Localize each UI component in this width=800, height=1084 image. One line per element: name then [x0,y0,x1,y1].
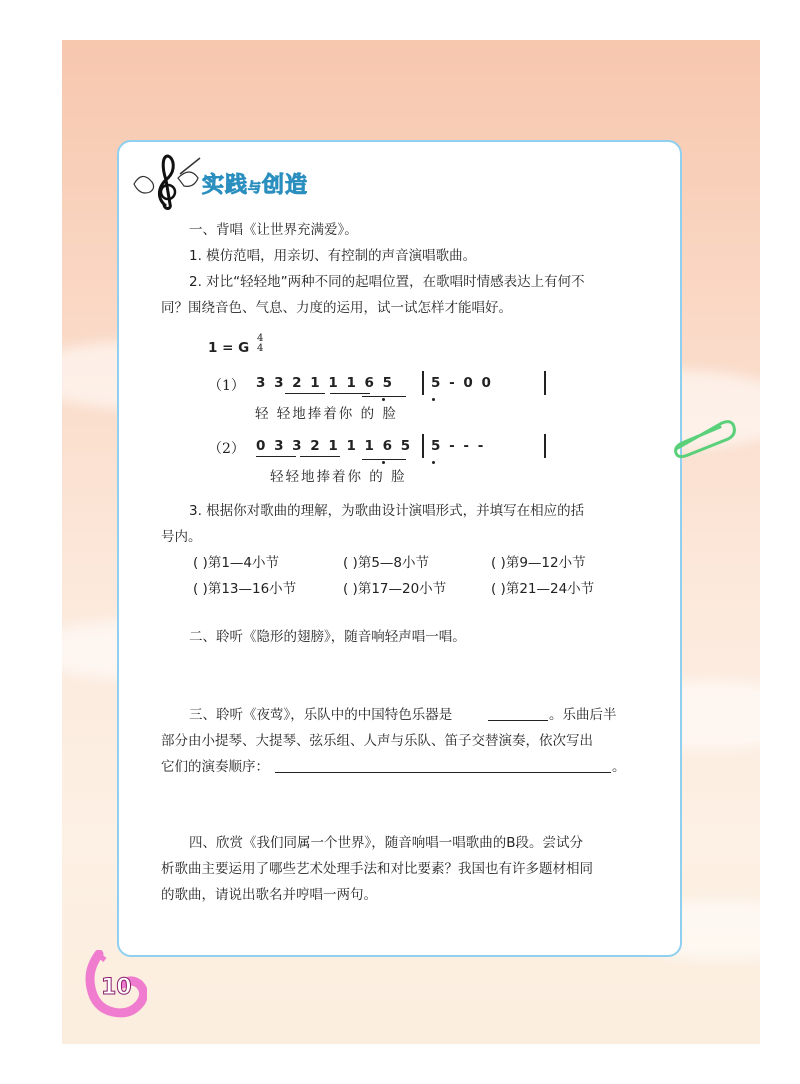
conductor-treble-clef-icon [128,148,204,212]
blank-bar21-24[interactable]: ( )第21—24小节 [491,581,595,597]
low-octave-dot [382,461,385,464]
barline-end [544,434,546,458]
score-line1-lyrics: 轻 轻地捧着你 的 脸 [255,406,398,422]
score-line2-notes: 0 3 3 2 1 1 1 6 5 [256,438,413,454]
answer-blank-instrument[interactable] [488,720,548,721]
score-line2-end: 5 - - - [431,438,486,454]
section4-line3: 的歌曲，请说出歌名并哼唱一两句。 [161,887,377,903]
section3-line3a: 它们的演奏顺序： [161,759,269,775]
score-time-signature: 4 4 [257,333,264,354]
score-line1-end: 5 - 0 0 [431,375,493,391]
section2-text: 二、聆听《隐形的翅膀》，随音响轻声唱一唱。 [189,629,466,645]
barline [422,434,424,458]
section3-line1a: 三、聆听《夜莺》，乐队中的中国特色乐器是 [189,707,453,723]
section1-item3-line1: 3. 根据你对歌曲的理解，为歌曲设计演唱形式，并填写在相应的括 [189,503,585,519]
blank-bar5-8[interactable]: ( )第5—8小节 [343,555,430,571]
beam [362,459,406,460]
barline-end [544,371,546,395]
beam [285,393,325,394]
section1-heading: 一、背唱《让世界充满爱》。 [189,222,358,238]
blank-bar1-4[interactable]: ( )第1—4小节 [193,555,280,571]
section1-item3-line2: 号内。 [161,529,202,545]
score-line2-label: （2） [208,441,245,457]
section3-line2: 部分由小提琴、大提琴、弦乐组、人声与乐队、笛子交替演奏，依次写出 [161,733,593,749]
low-octave-dot [382,398,385,401]
section1-item1: 1. 模仿范唱，用亲切、有控制的声音演唱歌曲。 [189,248,477,264]
beam [330,393,370,394]
score-key: 1 = G [208,340,250,356]
beam [362,396,406,397]
section1-item2-line2: 同？围绕音色、气息、力度的运用，试一试怎样才能唱好。 [161,300,512,316]
section3-line1b: 。乐曲后半 [549,707,617,723]
blank-bar9-12[interactable]: ( )第9—12小节 [491,555,586,571]
score-line1-label: （1） [208,378,245,394]
barline [422,371,424,395]
low-octave-dot [432,398,435,401]
blank-bar17-20[interactable]: ( )第17—20小节 [343,581,447,597]
beam [256,456,296,457]
answer-blank-order[interactable] [275,772,611,773]
score-line2-lyrics: 轻轻地捧着你 的 脸 [270,469,407,485]
paperclip-icon [668,415,738,460]
section3-line3b: 。 [612,759,626,775]
beam [300,456,340,457]
page-number: 10 [101,975,132,1000]
low-octave-dot [432,461,435,464]
section4-line1: 四、欣赏《我们同属一个世界》，随音响唱一唱歌曲的B段。尝试分 [189,835,584,851]
section-title: 实践与创造 [202,173,309,198]
score-line1-notes: 3 3 2 1 1 1 6 5 [256,375,395,391]
blank-bar13-16[interactable]: ( )第13—16小节 [193,581,297,597]
section1-item2-line1: 2. 对比“轻轻地”两种不同的起唱位置，在歌唱时情感表达上有何不 [189,274,585,290]
section4-line2: 析歌曲主要运用了哪些艺术处理手法和对比要素？我国也有许多题材相同 [161,861,593,877]
